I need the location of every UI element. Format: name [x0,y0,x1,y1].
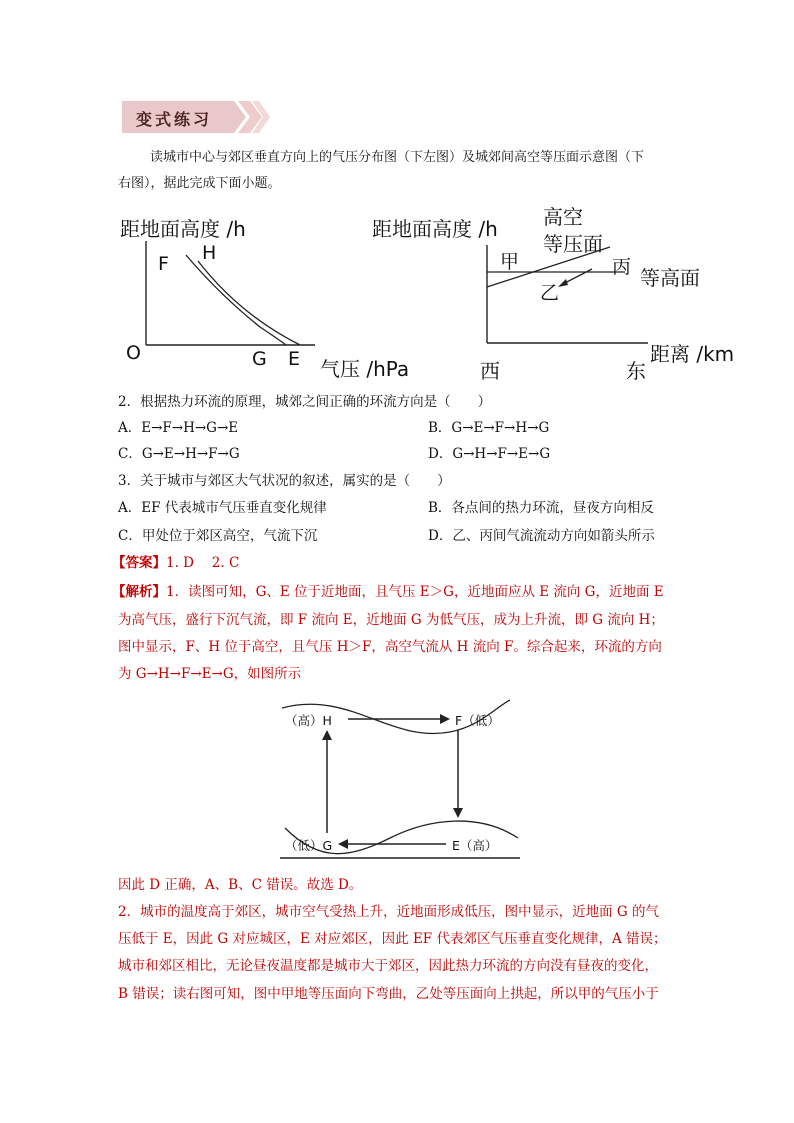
arrow-E-to-G-head [338,839,348,849]
question-2-option-b: B．G→E→F→H→G [428,420,550,436]
circulation-label-G: （低）G [285,838,333,853]
circulation-label-E: E（高） [452,838,498,853]
intro-line-2: 右图），据此完成下面小题。 [118,176,281,191]
west-label: 西 [480,359,500,383]
question-2-stem: 2．根据热力环流的原理，城郊之间正确的环流方向是（ ） [118,394,492,410]
question-2-option-a: A．E→F→H→G→E [118,420,239,436]
conclusion-line: 因此 D 正确，A、B、C 错误。故选 D。 [118,877,363,893]
analysis-line-1-wrap [112,582,664,602]
right-y-axis-label: 距地面高度 /h [372,217,498,241]
analysis-line-2: 为高气压，盛行下沉气流，即 F 流向 E，近地面 G 为低气压，成为上升流，即 G 流向 H； [118,612,664,628]
analysis-label: 【解析】 [112,584,166,600]
point-H-label: H [202,242,217,264]
point-bing-label: 丙 [612,256,632,278]
answer-label: 【答案】 [112,555,166,571]
analysis-2-line-3: 城市和郊区相比，无论昼夜温度都是城市大于郊区，因此热力环流的方向没有昼夜的变化， [118,958,658,974]
circulation-label-H: （高）H [285,713,332,728]
arrow-F-to-E-head [453,808,463,818]
arrow-G-to-H-head [322,730,332,740]
arrow-H-to-F-head [440,714,450,724]
point-E-label: E [288,348,301,370]
point-G-label: G [252,348,267,370]
analysis-line-1: 1．读图可知，G、E 位于近地面，且气压 E＞G，近地面应从 E 流向 G，近地面 E [166,584,664,600]
isobar-label-line-2: 等压面 [543,232,603,256]
airflow-arrow-head [558,279,568,287]
left-y-axis-label: 距地面高度 /h [120,217,246,241]
question-3-stem: 3．关于城市与郊区大气状况的叙述，属实的是（ ） [118,473,451,489]
level-surface-label: 等高面 [640,266,700,290]
point-yi-label: 乙 [540,282,560,304]
answer-block [112,553,239,573]
point-jia-label: 甲 [500,251,520,273]
analysis-2-line-4: B 错误；读右图可知，图中甲地等压面向下弯曲，乙处等压面向上拱起，所以甲的气压小于 [118,986,659,1002]
question-3-option-c: C．甲处位于郊区高空，气流下沉 [118,528,318,544]
analysis-2-line-1: 2．城市的温度高于郊区，城市空气受热上升，近地面形成低压，图中显示，近地面 G 的气 [118,904,659,920]
analysis-2-line-2: 压低于 E，因此 G 对应城区，E 对应郊区，因此 EF 代表郊区气压垂直变化规律，A 错误； [118,931,667,947]
isobar-label-line-1: 高空 [543,205,583,229]
analysis-line-4: 为 G→H→F→E→G，如图所示 [118,666,302,682]
question-3-option-d: D．乙、丙间气流流动方向如箭头所示 [428,528,655,544]
question-2-option-c: C．G→E→H→F→G [118,446,240,462]
east-label: 东 [626,359,646,383]
origin-label: O [126,342,141,364]
right-x-axis-label: 距离 /km [650,342,735,366]
point-F-label: F [158,253,169,275]
intro-line-1: 读城市中心与郊区垂直方向上的气压分布图（下左图）及城郊间高空等压面示意图（下 [150,150,645,165]
section-title: 变式练习 [136,110,213,129]
question-2-option-d: D．G→H→F→E→G [428,446,551,462]
analysis-line-3: 图中显示，F、H 位于高空，且气压 H＞F，高空气流从 H 流向 F。综合起来，环流的方向 [118,639,662,655]
left-x-axis-label: 气压 /hPa [320,357,410,381]
circulation-label-F: F（低） [455,713,500,728]
question-3-option-a: A．EF 代表城市气压垂直变化规律 [118,500,327,516]
answer-text: 1. D 2. C [166,555,240,571]
section-header-tag [122,101,270,133]
curve-FG [186,255,286,345]
curve-HE [198,261,300,345]
question-3-option-b: B．各点间的热力环流，昼夜方向相反 [428,500,654,516]
